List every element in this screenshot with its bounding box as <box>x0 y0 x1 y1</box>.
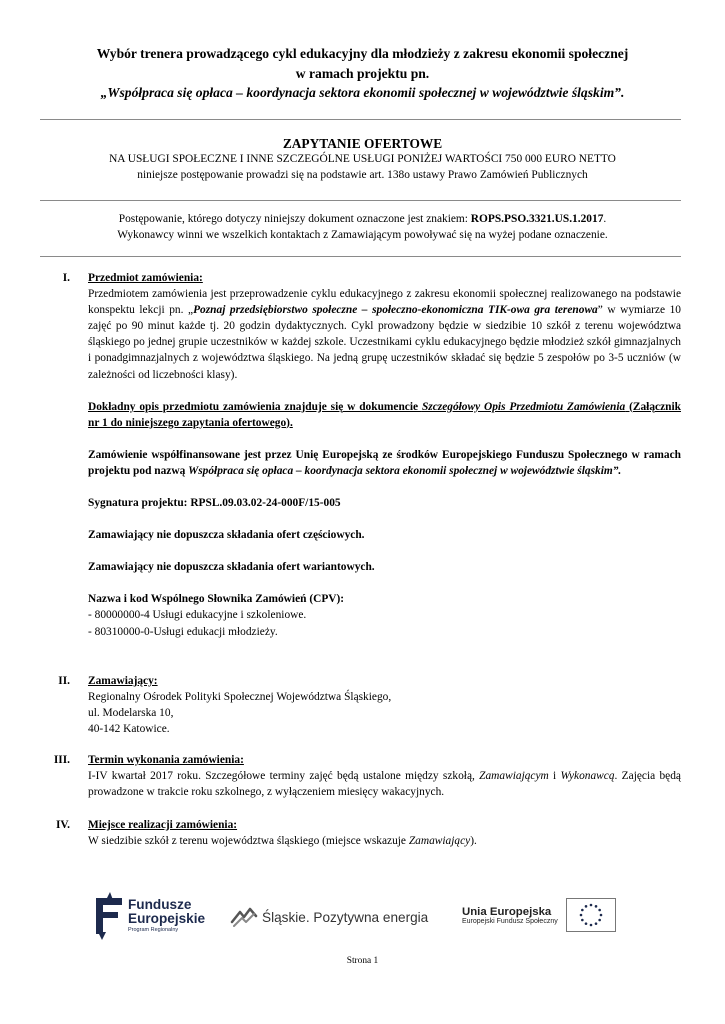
section-number: II. <box>58 675 70 687</box>
description-text-b: (Załącznik nr 1 do niniejszego zapytania ofertowego). <box>88 400 681 429</box>
eu-star <box>584 922 587 925</box>
fe-line-1: Fundusze <box>128 897 192 912</box>
eu-star <box>581 919 584 922</box>
project-signature: Sygnatura projektu: RPSL.09.03.02-24-000F/15-005 <box>88 497 341 510</box>
slaskie-icon <box>230 906 258 928</box>
reference-suffix: . <box>603 213 607 225</box>
eu-star <box>579 914 582 917</box>
reference-line-2: Wykonawcy winni we wszelkich kontaktach z Zamawiającym powoływać się na wyżej podane oznaczenie. <box>117 229 608 241</box>
eu-star <box>598 909 601 912</box>
eu-flag-icon <box>566 898 616 932</box>
no-variant-offers: Zamawiający nie dopuszcza składania ofert wariantowych. <box>88 561 375 574</box>
slaskie-logo <box>230 906 428 928</box>
slaskie-slogan: Pozytywna energia <box>309 909 429 925</box>
fe-line-2: Europejskie <box>128 911 206 926</box>
funding-text: Zamówienie współfinansowane jest przez Unię Europejską ze środków Europejskiego Funduszu Społecznego w ramach projektu pod nazwą <box>88 448 681 477</box>
eu-star <box>589 904 592 907</box>
cpv-item: - 80000000-4 Usługi edukacyjne i szkoleniowe. <box>88 609 307 622</box>
eu-text <box>462 906 558 925</box>
eu-logo <box>462 898 616 932</box>
section-heading: Termin wykonania zamówienia: <box>88 754 244 766</box>
eu-star <box>598 919 601 922</box>
eu-star <box>599 914 602 917</box>
authority-street: ul. Modelarska 10, <box>88 707 174 720</box>
header-line-1: Wybór trenera prowadzącego cykl edukacyjny dla młodzieży z zakresu ekonomii społecznej <box>96 46 629 61</box>
cpv-heading: Nazwa i kod Wspólnego Słownika Zamówień (CPV): <box>88 593 345 606</box>
fe-line-3: Program Regionalny <box>128 927 179 933</box>
deadline-contractor: Wykonawcą <box>560 770 615 783</box>
description-doc-name: Szczegółowy Opis Przedmiotu Zamówienia <box>421 400 626 413</box>
section-number: IV. <box>55 819 70 831</box>
section-body <box>88 817 681 849</box>
location-ordering-party: Zamawiający <box>408 835 471 848</box>
section-heading: Zamawiający: <box>88 675 158 687</box>
deadline-ordering-party: Zamawiającym <box>479 770 549 783</box>
eu-star <box>584 905 587 908</box>
slaskie-text <box>262 910 428 925</box>
fundusze-europejskie-text <box>128 898 205 934</box>
eu-line-1: Unia Europejska <box>462 905 552 918</box>
divider-3 <box>40 256 681 257</box>
section-body <box>88 270 681 640</box>
section-heading: Przedmiot zamówienia: <box>88 272 203 284</box>
no-partial-offers: Zamawiający nie dopuszcza składania ofert częściowych. <box>88 529 365 542</box>
subject-text-b: ” w wymiarze 10 zajęć po 90 minut każde tj. 20 godzin dydaktycznych. Cykl prowadzony będzie w siedzibie 10 szkół z terenu województwa śląskiego po jednej grupie uczestników w każdej szkole. Uczestnikami cyklu edukacyjnego będzie młodzież szkół gimnazjalnych i ponadgimnazjalnych z województwa śląskiego. Na jedną grupę uczestników składać się będzie 5 zespołów po 3-5 uczniów (w zależności od liczebności klasy). <box>88 304 681 381</box>
location-text <box>88 833 681 849</box>
slaskie-name: Śląskie. <box>262 909 310 925</box>
section-number: III. <box>53 754 70 766</box>
deadline-text-b: i <box>548 770 561 783</box>
subject-text-a: Przedmiotem zamówienia jest przeprowadzenie cyklu edukacyjnego z zakresu ekonomii społecznej realizowanego na podstawie konspektu lekcji pn. „ <box>88 288 681 317</box>
authority-city: 40-142 Katowice. <box>88 723 170 736</box>
section-body <box>88 673 681 737</box>
reference-code: ROPS.PSO.3321.US.1.2017 <box>470 213 604 225</box>
footer-logos <box>90 888 635 950</box>
fundusze-europejskie-icon <box>96 892 122 940</box>
reference-line-1 <box>40 213 685 225</box>
eu-star <box>589 924 592 927</box>
divider-2 <box>40 200 681 201</box>
eu-star <box>594 922 597 925</box>
eu-star <box>581 909 584 912</box>
inquiry-title: ZAPYTANIE OFERTOWE <box>282 136 443 151</box>
eu-line-2: Europejski Fundusz Społeczny <box>462 917 558 925</box>
page-number: Strona 1 <box>346 956 379 966</box>
divider-1 <box>40 119 681 120</box>
section-heading: Miejsce realizacji zamówienia: <box>88 819 238 831</box>
funding-paragraph <box>88 447 681 479</box>
header-line-3: „Współpraca się opłaca – koordynacja sektora ekonomii społecznej w województwie śląskim”. <box>100 85 625 100</box>
location-text-a: W siedzibie szkół z terenu województwa śląskiego (miejsce wskazuje <box>88 835 409 848</box>
section-number: I. <box>62 272 70 284</box>
description-text-a: Dokładny opis przedmiotu zamówienia znajduje się w dokumencie <box>88 400 422 413</box>
header-line-2: w ramach projektu pn. <box>295 65 430 81</box>
inquiry-subtitle-2: niniejsze postępowanie prowadzi się na podstawie art. 138o ustawy Prawo Zamówień Publicznych <box>137 169 588 181</box>
location-text-b: ). <box>470 835 477 848</box>
deadline-text-c: . Zajęcia będą prowadzone w trakcie roku szkolnego, z wyłączeniem miesięcy wakacyjnych. <box>88 770 681 799</box>
authority-name: Regionalny Ośrodek Polityki Społecznej Województwa Śląskiego, <box>88 691 392 704</box>
deadline-text <box>88 768 681 800</box>
project-name: Współpraca się opłaca – koordynacja sektora ekonomii społecznej w województwie śląskim”. <box>188 464 622 477</box>
reference-prefix: Postępowanie, którego dotyczy niniejszy dokument oznaczone jest znakiem: <box>118 213 471 225</box>
subject-paragraph <box>88 286 681 383</box>
cpv-item: - 80310000-0-Usługi edukacji młodzieży. <box>88 625 278 638</box>
deadline-text-a: I-IV kwartał 2017 roku. Szczegółowe terminy zajęć będą ustalone między szkołą, <box>88 770 480 783</box>
description-paragraph <box>88 399 681 431</box>
document-header <box>40 44 685 103</box>
eu-star <box>594 905 597 908</box>
section-body <box>88 752 681 800</box>
inquiry-subtitle-1: NA USŁUGI SPOŁECZNE I INNE SZCZEGÓLNE USŁUGI PONIŻEJ WARTOŚCI 750 000 EURO NETTO <box>109 153 616 165</box>
lesson-title: Poznaj przedsiębiorstwo społeczne – społeczno-ekonomiczna TIK-owa gra terenowa <box>193 304 598 317</box>
fundusze-europejskie-logo <box>96 892 205 940</box>
